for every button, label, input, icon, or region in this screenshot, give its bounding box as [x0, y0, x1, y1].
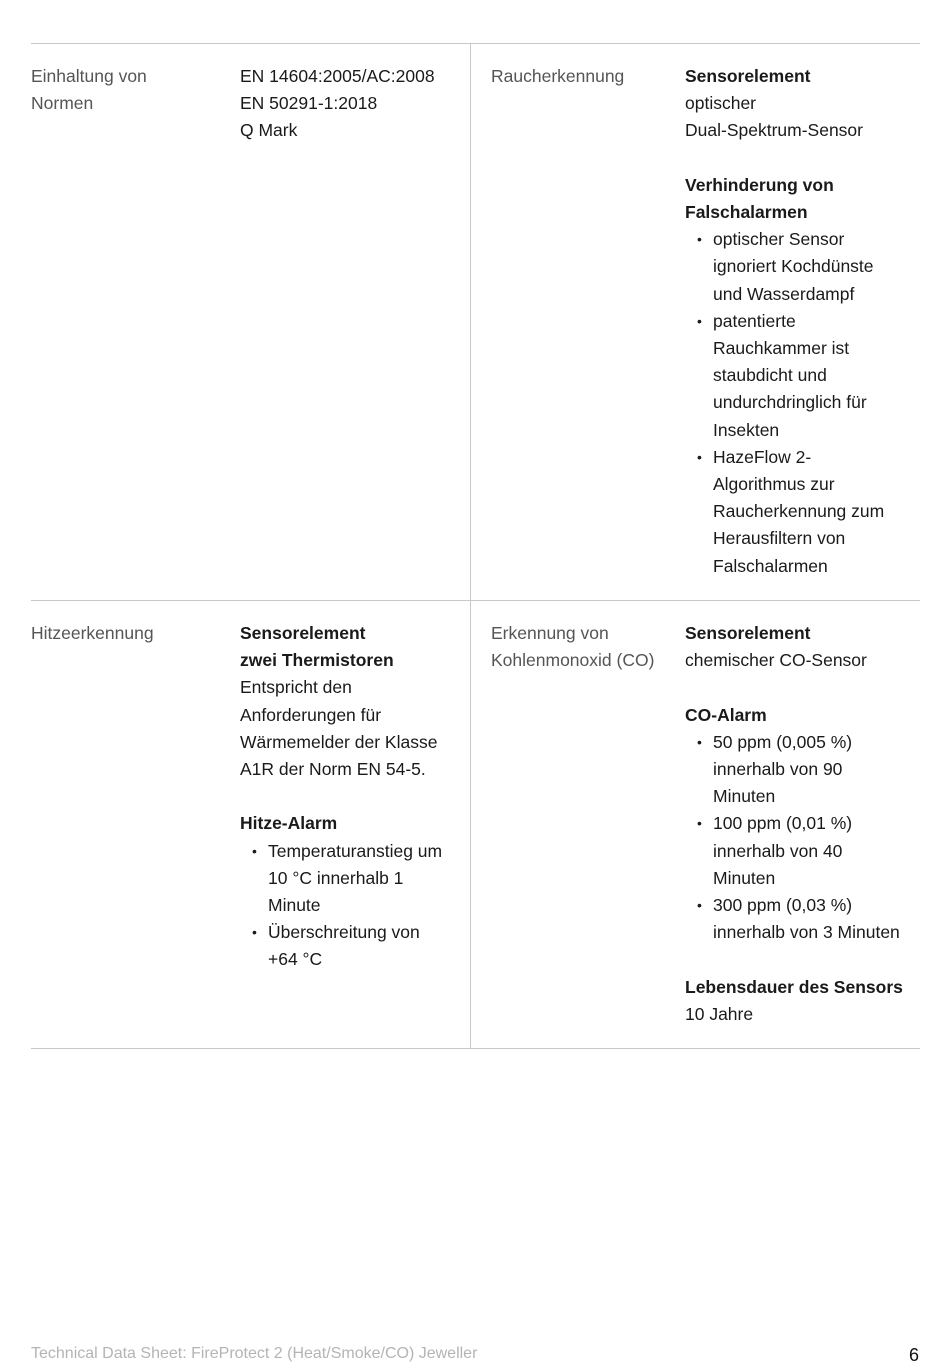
- bullet-line: Raucherkennung zum: [713, 501, 885, 522]
- row2-right-label: [491, 620, 681, 674]
- standard-item: EN 50291-1:2018: [240, 93, 378, 114]
- section-title-false-alarm: Falschalarmen: [685, 202, 808, 222]
- section-title-false-alarm: Verhinderung von: [685, 174, 834, 195]
- list-item: [240, 838, 465, 920]
- bullet-line: • optischer Sensor: [713, 229, 845, 250]
- table-column-divider: [470, 43, 471, 1049]
- bullet-line: 10 °C innerhalb 1: [268, 867, 404, 888]
- bullet-line: • Temperaturanstieg um: [268, 840, 443, 861]
- value-line: optischer: [685, 93, 757, 114]
- list-item: [685, 226, 920, 308]
- section-title-sensorelement: Sensorelement: [685, 66, 811, 86]
- row1-right-label: [491, 63, 671, 90]
- row1-left-label: [31, 63, 221, 117]
- list-item: [685, 308, 920, 444]
- bullet-line: • 100 ppm (0,01 %): [713, 813, 853, 834]
- bullet-line: • 300 ppm (0,03 %): [713, 895, 853, 916]
- label-line: Raucherkennung: [491, 66, 625, 86]
- row2-left-label: [31, 620, 221, 647]
- label-line: Hitzeerkennung: [31, 623, 154, 643]
- bullet-line: • Überschreitung von: [268, 922, 420, 943]
- value-line: 10 Jahre: [685, 1003, 754, 1024]
- row1-right-value: [685, 63, 920, 580]
- list-item: [685, 810, 920, 892]
- bullet-line: +64 °C: [268, 949, 323, 970]
- list-item: [685, 892, 920, 946]
- footer-document-title: Technical Data Sheet: FireProtect 2 (Heat/Smoke/CO) Jeweller: [31, 1345, 478, 1362]
- section-title-sensorelement: Sensorelement: [240, 623, 366, 643]
- standard-item: EN 14604:2005/AC:2008: [240, 66, 435, 86]
- bullet-line: und Wasserdampf: [713, 283, 855, 304]
- label-line: Normen: [31, 93, 94, 114]
- bullet-line: Herausfiltern von: [713, 528, 846, 549]
- bullet-line: • HazeFlow 2-: [713, 446, 812, 467]
- section-title-sensor-lifetime: Lebensdauer des Sensors: [685, 976, 903, 997]
- bullet-line: Insekten: [713, 419, 780, 440]
- bullet-line: • 50 ppm (0,005 %): [713, 731, 853, 752]
- bullet-line: undurchdringlich für: [713, 392, 867, 413]
- bullet-line: Minuten: [713, 867, 776, 888]
- bullet-line: innerhalb von 3 Minuten: [713, 922, 900, 943]
- row2-right-value: [685, 620, 920, 1028]
- label-line: Kohlenmonoxid (CO): [491, 650, 655, 671]
- bullet-line: Rauchkammer ist: [713, 338, 850, 359]
- list-item: [685, 444, 920, 580]
- bullet-line: • patentierte: [713, 310, 796, 331]
- value-line: Wärmemelder der Klasse: [240, 731, 438, 752]
- value-line: Dual-Spektrum-Sensor: [685, 120, 863, 141]
- section-title-heat-alarm: Hitze-Alarm: [240, 813, 338, 834]
- section-title-sensorelement: Sensorelement: [685, 623, 811, 643]
- list-item: [685, 729, 920, 811]
- value-line: A1R der Norm EN 54-5.: [240, 759, 426, 780]
- list-item: [240, 919, 465, 973]
- bullet-line: ignoriert Kochdünste: [713, 256, 874, 277]
- bullet-line: Minute: [268, 895, 321, 916]
- page-number: 6: [908, 1345, 919, 1365]
- bullet-line: staubdicht und: [713, 365, 827, 386]
- table-bottom-rule: [31, 1048, 920, 1049]
- value-line: Entspricht den: [240, 677, 352, 698]
- row1-left-value: [240, 63, 465, 145]
- bullet-line: innerhalb von 90: [713, 759, 843, 779]
- value-line: chemischer CO-Sensor: [685, 650, 867, 671]
- label-line: Erkennung von: [491, 623, 609, 643]
- row2-left-value: [240, 620, 465, 974]
- table-top-rule: [31, 43, 920, 44]
- bullet-line: Algorithmus zur: [713, 474, 835, 495]
- co-alarm-bullet-list: [685, 729, 920, 947]
- standard-item: Q Mark: [240, 120, 298, 141]
- heat-alarm-bullet-list: [240, 838, 465, 974]
- value-line: Anforderungen für: [240, 704, 382, 725]
- section-title-co-alarm: CO-Alarm: [685, 704, 767, 725]
- bullet-line: Falschalarmen: [713, 555, 828, 576]
- section-title-thermistors: zwei Thermistoren: [240, 650, 394, 671]
- label-line: Einhaltung von: [31, 66, 147, 86]
- bullet-line: innerhalb von 40: [713, 840, 843, 861]
- table-row-divider: [31, 600, 920, 601]
- false-alarm-bullet-list: [685, 226, 920, 580]
- bullet-line: Minuten: [713, 786, 776, 807]
